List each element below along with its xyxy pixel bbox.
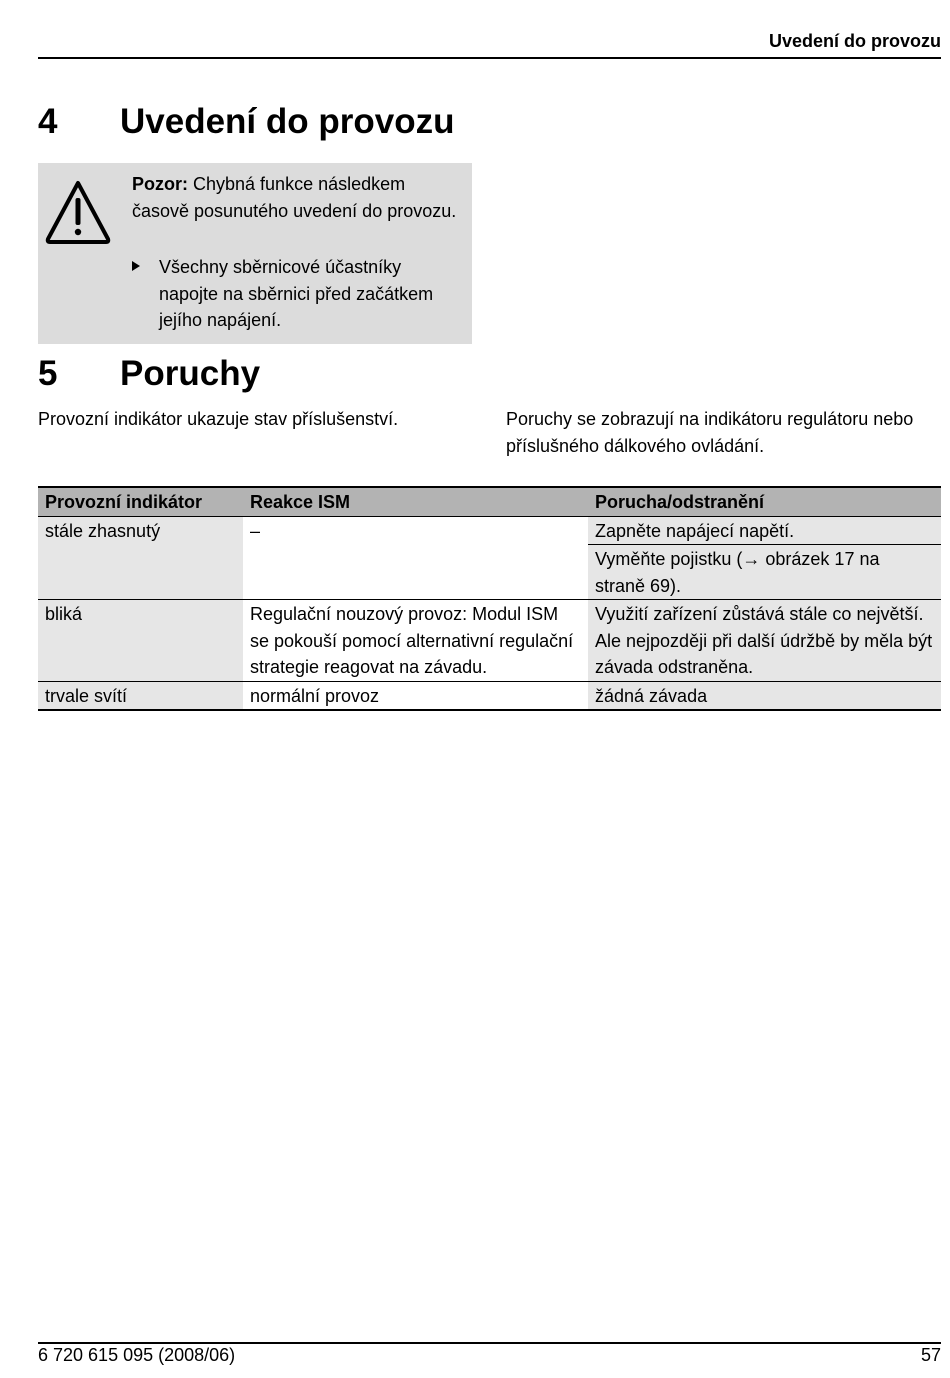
table-header-row [38, 487, 941, 516]
section-number: 5 [38, 354, 58, 393]
intro-paragraph-left: Provozní indikátor ukazuje stav příslušenství. [38, 409, 399, 429]
section-number: 4 [38, 102, 58, 141]
intro-paragraph-right: Poruchy se zobrazují na indikátoru regulátoru nebo příslušného dálkového ovládání. [506, 409, 914, 456]
indicator-cell: bliká [38, 600, 243, 682]
running-header: Uvedení do provozu [768, 31, 941, 51]
warning-label: Pozor: [132, 174, 188, 194]
column-header: Porucha/odstranění [595, 492, 765, 512]
reaction-cell: – [243, 516, 588, 600]
reaction-cell: normální provoz [243, 681, 588, 710]
warning-step [132, 254, 462, 334]
warning-text [132, 171, 462, 224]
section-4-heading [38, 102, 638, 142]
document-number: 6 720 615 095 (2008/06) [38, 1345, 236, 1365]
column-header: Provozní indikátor [45, 492, 203, 512]
page-number: 57 [920, 1345, 941, 1365]
warning-triangle-icon [44, 179, 112, 245]
fault-table [38, 486, 941, 711]
table-row [38, 600, 941, 682]
warning-step-text: Všechny sběrnicové účastníky napojte na sběrnici před začátkem jejího napájení. [159, 257, 434, 330]
warning-box [38, 163, 472, 344]
section-title: Poruchy [120, 354, 261, 393]
footer-rule [38, 1342, 941, 1344]
fix-cell: Využití zařízení zůstává stále co největší. Ale nejpozději při další údržbě by měla být závada odstraněna. [588, 600, 941, 682]
section-5-heading [38, 354, 638, 394]
warning-message: Chybná funkce následkem časově posunutého uvedení do provozu. [132, 174, 457, 221]
fix-cell: Vyměňte pojistku (→ obrázek 17 na straně 69). [588, 545, 941, 600]
indicator-cell: trvale svítí [38, 681, 243, 710]
fix-cell: žádná závada [588, 681, 941, 710]
section-title: Uvedení do provozu [120, 102, 455, 141]
fix-cell: Zapněte napájecí napětí. [588, 516, 941, 545]
reaction-cell: Regulační nouzový provoz: Modul ISM se pokouší pomocí alternativní regulační strategie reagovat na závadu. [243, 600, 588, 682]
table-row [38, 516, 941, 545]
column-header: Reakce ISM [250, 492, 351, 512]
step-arrow-icon [132, 261, 140, 271]
table-row [38, 681, 941, 710]
indicator-cell: stále zhasnutý [38, 516, 243, 600]
header-rule [38, 57, 941, 59]
